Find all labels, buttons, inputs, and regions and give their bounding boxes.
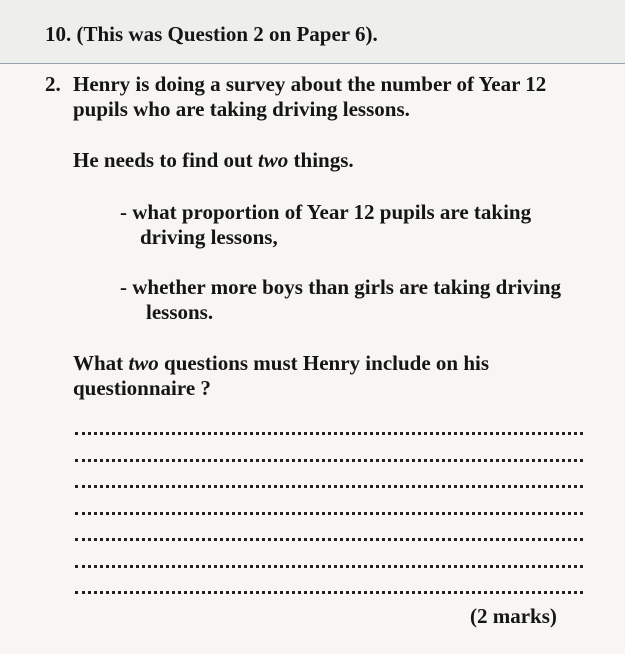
answer-line[interactable] bbox=[75, 432, 583, 435]
question-intro-line-2: pupils who are taking driving lessons. bbox=[73, 97, 410, 121]
bullet-line-1: - what proportion of Year 12 pupils are taking bbox=[120, 200, 532, 224]
question-ask-line-1 bbox=[73, 351, 489, 376]
answer-line[interactable] bbox=[75, 512, 583, 515]
ask-suffix: questions must Henry include on his bbox=[158, 351, 490, 375]
bullet-item-proportion bbox=[120, 200, 531, 250]
answer-line[interactable] bbox=[75, 591, 583, 594]
question-heading: 10. (This was Question 2 on Paper 6). bbox=[45, 22, 378, 46]
header-divider bbox=[0, 63, 625, 64]
bullet-line-1: - whether more boys than girls are taking driving bbox=[120, 275, 562, 299]
answer-line[interactable] bbox=[75, 538, 583, 541]
answer-line[interactable] bbox=[75, 565, 583, 568]
bullet-line-2: driving lessons, bbox=[140, 225, 278, 249]
needs-emphasis: two bbox=[257, 148, 289, 172]
answer-line[interactable] bbox=[75, 459, 583, 462]
question-ask bbox=[73, 351, 489, 401]
question-ask-line-2: questionnaire ? bbox=[73, 376, 211, 400]
answer-line[interactable] bbox=[75, 485, 583, 488]
ask-prefix: What bbox=[73, 351, 129, 375]
ask-emphasis: two bbox=[128, 351, 159, 375]
bullet-line-2: lessons. bbox=[146, 300, 214, 324]
needs-prefix: He needs to find out bbox=[73, 148, 258, 172]
question-intro bbox=[73, 72, 546, 122]
answer-area[interactable] bbox=[75, 432, 583, 618]
needs-statement bbox=[73, 148, 354, 173]
question-intro-line-1: Henry is doing a survey about the number of Year 12 bbox=[73, 72, 547, 96]
bullet-item-boys-girls bbox=[120, 275, 561, 325]
question-number: 2. bbox=[45, 72, 61, 96]
needs-suffix: things. bbox=[288, 148, 354, 172]
marks-label: (2 marks) bbox=[470, 604, 557, 628]
